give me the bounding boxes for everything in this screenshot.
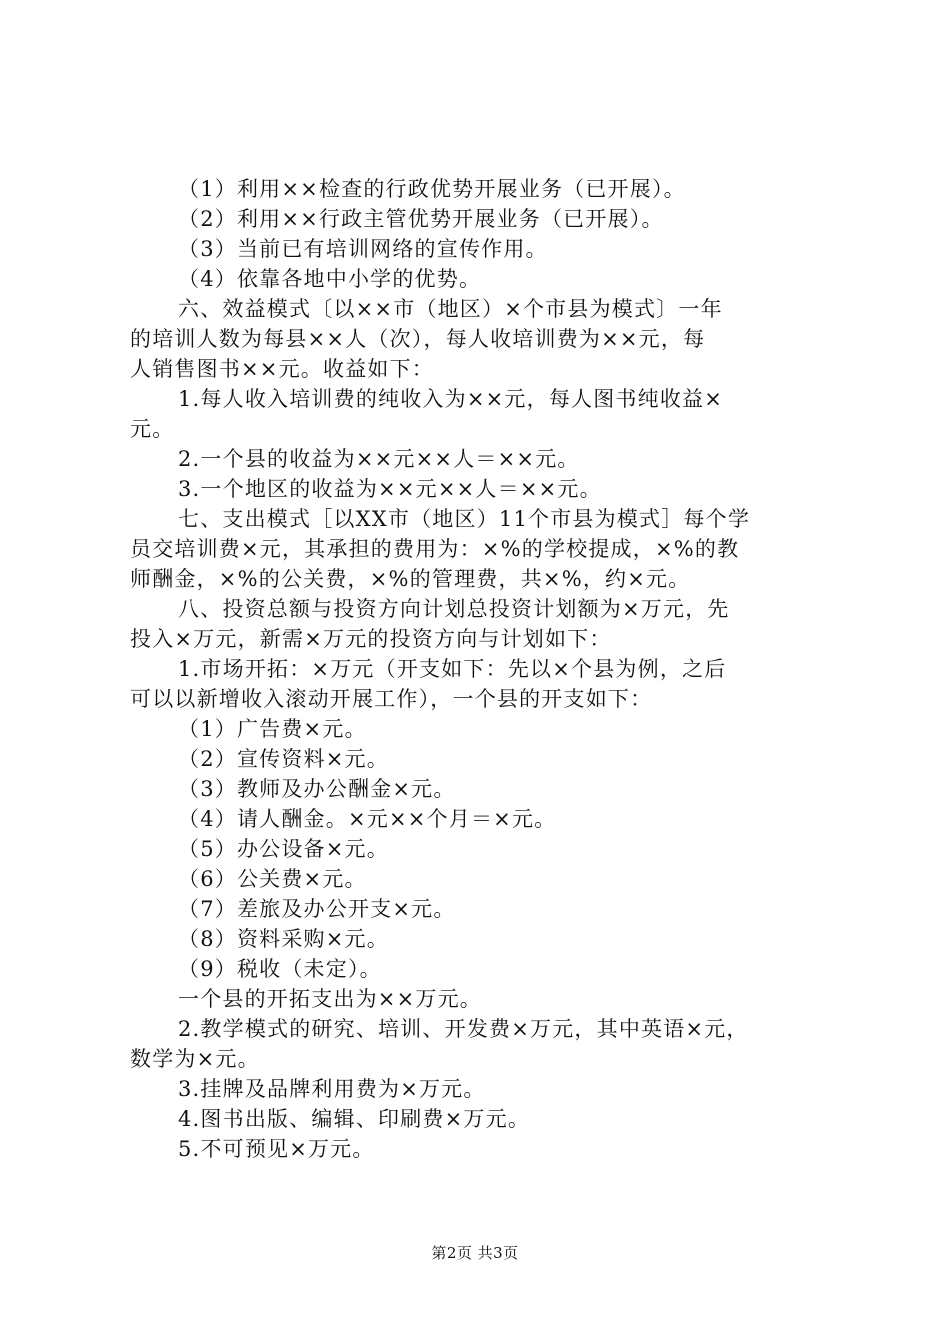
- text-line: 师酬金，×%的公关费，×%的管理费，共×%，约×元。: [130, 567, 691, 591]
- text-line: 七、支出模式［以XX市（地区）11个市县为模式］每个学: [178, 507, 751, 531]
- text-line: （3）教师及办公酬金×元。: [178, 777, 456, 801]
- text-line: 一个县的开拓支出为××万元。: [178, 987, 482, 1011]
- text-line: 人销售图书××元。收益如下：: [130, 357, 434, 381]
- text-line: 员交培训费×元，其承担的费用为：×%的学校提成，×%的教: [130, 537, 740, 561]
- text-line: （2）宣传资料×元。: [178, 747, 389, 771]
- text-line: 可以以新增收入滚动开展工作），一个县的开支如下：: [130, 687, 653, 711]
- text-line: 的培训人数为每县××人（次），每人收培训费为××元，每: [130, 327, 706, 351]
- text-line: （7）差旅及办公开支×元。: [178, 897, 456, 921]
- text-line: （6）公关费×元。: [178, 867, 367, 891]
- text-line: 六、效益模式〔以××市（地区）×个市县为模式〕一年: [178, 297, 723, 321]
- text-line: 数学为×元。: [130, 1047, 260, 1071]
- text-line: （9）税收（未定）。: [178, 957, 382, 981]
- text-line: 八、投资总额与投资方向计划总投资计划额为×万元，先: [178, 597, 730, 621]
- text-line: 4.图书出版、编辑、印刷费×万元。: [178, 1107, 531, 1131]
- text-line: 2.教学模式的研究、培训、开发费×万元，其中英语×元，: [178, 1017, 749, 1041]
- text-line: （5）办公设备×元。: [178, 837, 389, 861]
- text-line: （1）利用××检查的行政优势开展业务（已开展）。: [178, 177, 686, 201]
- text-line: （3）当前已有培训网络的宣传作用。: [178, 237, 548, 261]
- text-line: 3.一个地区的收益为××元××人＝××元。: [178, 477, 602, 501]
- text-line: （4）依靠各地中小学的优势。: [178, 267, 482, 291]
- document-body: [130, 174, 830, 1164]
- text-line: （8）资料采购×元。: [178, 927, 389, 951]
- text-line: 3.挂牌及品牌利用费为×万元。: [178, 1077, 486, 1101]
- text-line: 5.不可预见×万元。: [178, 1137, 375, 1161]
- text-line: 1.市场开拓：×万元（开支如下：先以×个县为例，之后: [178, 657, 727, 681]
- text-line: （4）请人酬金。×元××个月＝×元。: [178, 807, 557, 831]
- text-line: （1）广告费×元。: [178, 717, 367, 741]
- text-line: 1.每人收入培训费的纯收入为××元，每人图书纯收益×: [178, 387, 724, 411]
- text-line: 元。: [130, 417, 175, 441]
- text-line: 2.一个县的收益为××元××人＝××元。: [178, 447, 580, 471]
- text-line: （2）利用××行政主管优势开展业务（已开展）。: [178, 207, 664, 231]
- page-number-footer: 第2页 共3页: [431, 1244, 519, 1262]
- text-line: 投入×万元，新需×万元的投资方向与计划如下：: [130, 627, 612, 651]
